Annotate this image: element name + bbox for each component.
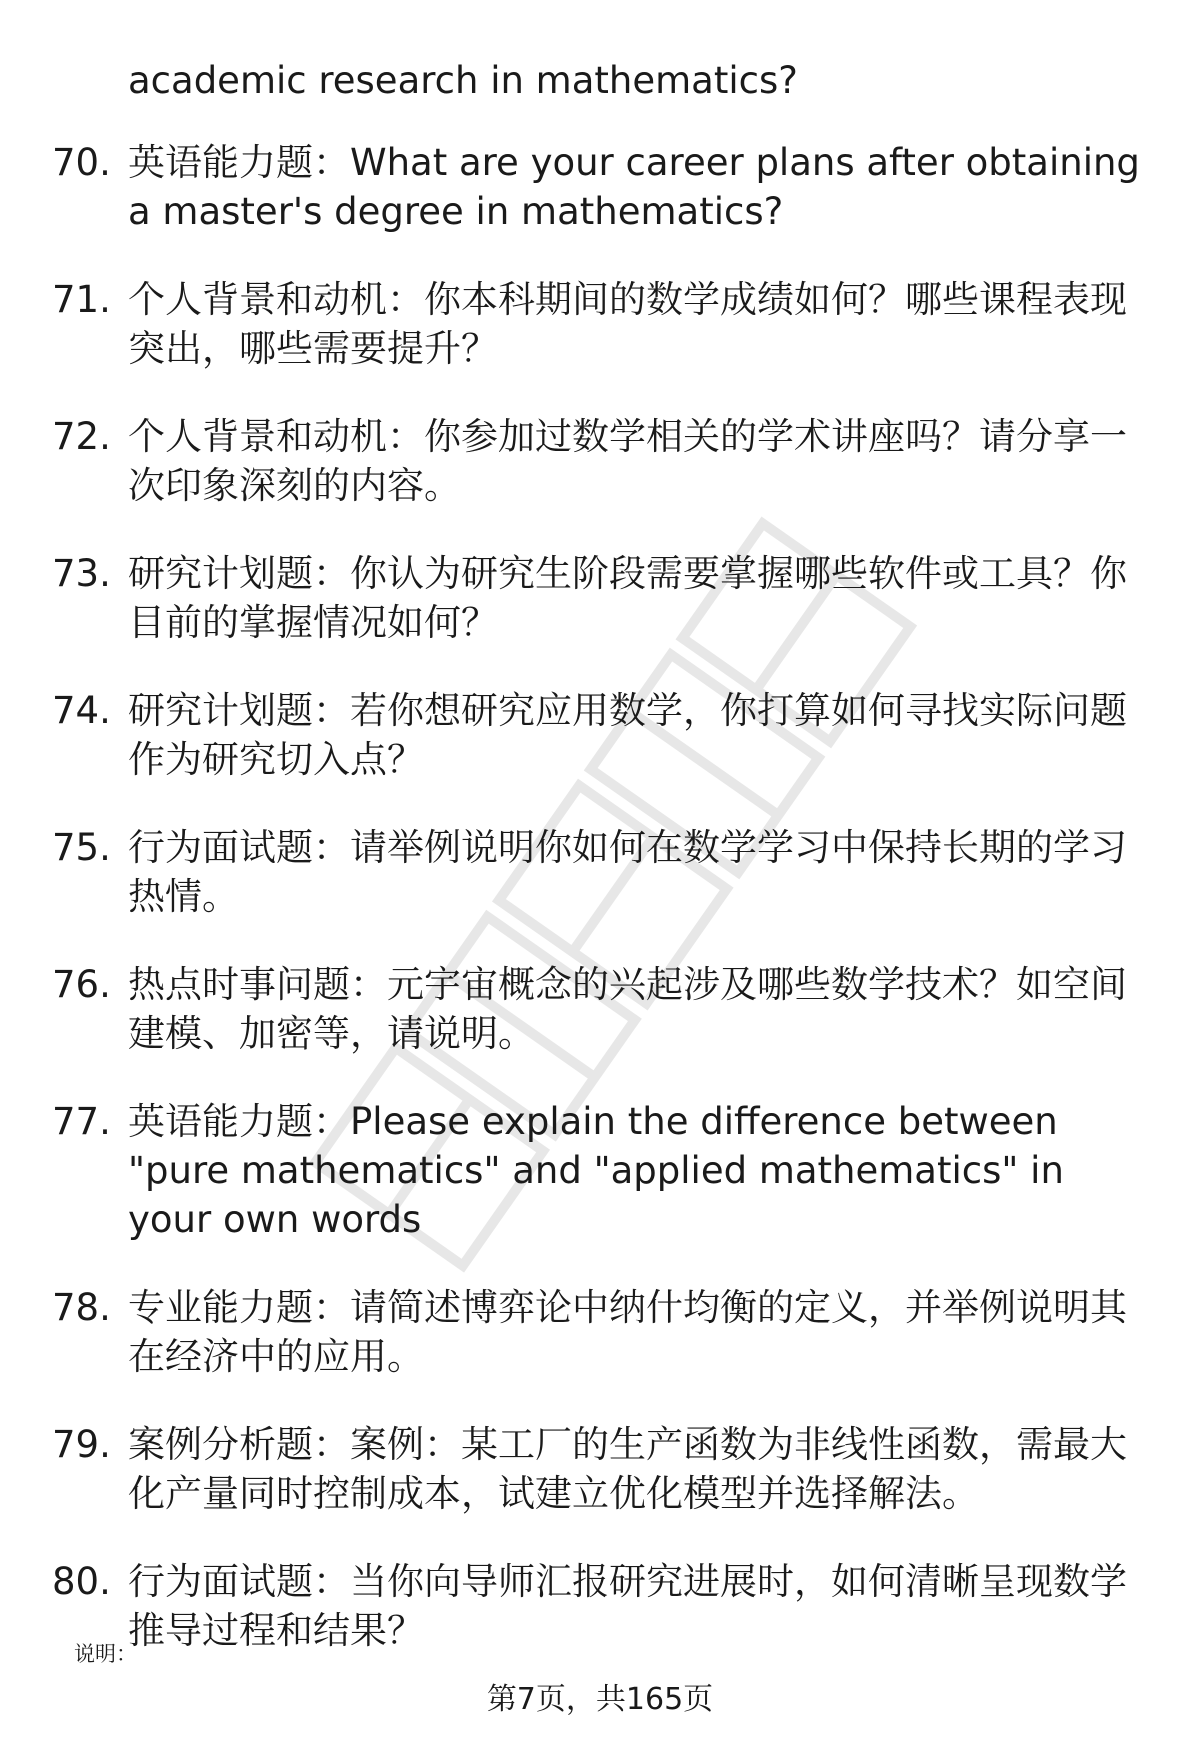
- continuation-text: academic research in mathematics?: [128, 59, 798, 102]
- question-item: [0, 1283, 1200, 1381]
- question-number: 70.: [52, 141, 111, 184]
- question-item: [0, 549, 1200, 647]
- question-text: 研究计划题：你认为研究生阶段需要掌握哪些软件或工具？你目前的掌握情况如何？: [128, 552, 1127, 644]
- question-item: [0, 960, 1200, 1058]
- question-number: 72.: [52, 415, 111, 458]
- question-text: 专业能力题：请简述博弈论中纳什均衡的定义，并举例说明其在经济中的应用。: [128, 1286, 1127, 1378]
- question-text: 个人背景和动机：你本科期间的数学成绩如何？哪些课程表现突出，哪些需要提升？: [128, 278, 1127, 370]
- question-item: [0, 1097, 1200, 1244]
- question-text: 研究计划题：若你想研究应用数学，你打算如何寻找实际问题作为研究切入点？: [128, 689, 1127, 781]
- question-text: 案例分析题：案例：某工厂的生产函数为非线性函数，需最大化产量同时控制成本，试建立优化模型并选择解法。: [128, 1423, 1127, 1515]
- question-number: 74.: [52, 689, 111, 732]
- question-item: [0, 823, 1200, 921]
- question-number: 79.: [52, 1423, 111, 1466]
- question-number: 80.: [52, 1560, 111, 1603]
- question-item: [0, 686, 1200, 784]
- note-label: 说明：: [74, 1642, 137, 1666]
- question-item: [0, 275, 1200, 373]
- question-text: 热点时事问题：元宇宙概念的兴起涉及哪些数学技术？如空间建模、加密等，请说明。: [128, 963, 1127, 1055]
- question-item: [0, 1557, 1200, 1655]
- question-list: [0, 138, 1200, 1694]
- question-number: 77.: [52, 1100, 111, 1143]
- question-number: 75.: [52, 826, 111, 869]
- page-footer: 第7页，共165页: [486, 1682, 714, 1717]
- question-text: 行为面试题：请举例说明你如何在数学学习中保持长期的学习热情。: [128, 826, 1127, 918]
- question-text: 行为面试题：当你向导师汇报研究进展时，如何清晰呈现数学推导过程和结果？: [128, 1560, 1127, 1652]
- question-number: 71.: [52, 278, 111, 321]
- question-item: [0, 1420, 1200, 1518]
- question-item: [0, 412, 1200, 510]
- question-number: 76.: [52, 963, 111, 1006]
- question-text: 英语能力题：What are your career plans after obtaining a master's degree in mathematics?: [128, 141, 1140, 233]
- question-text: 英语能力题：Please explain the difference between "pure mathematics" and "applied mathematics" in your own words: [128, 1100, 1064, 1241]
- question-item: [0, 138, 1200, 236]
- question-number: 78.: [52, 1286, 111, 1329]
- question-text: 个人背景和动机：你参加过数学相关的学术讲座吗？请分享一次印象深刻的内容。: [128, 415, 1127, 507]
- question-number: 73.: [52, 552, 111, 595]
